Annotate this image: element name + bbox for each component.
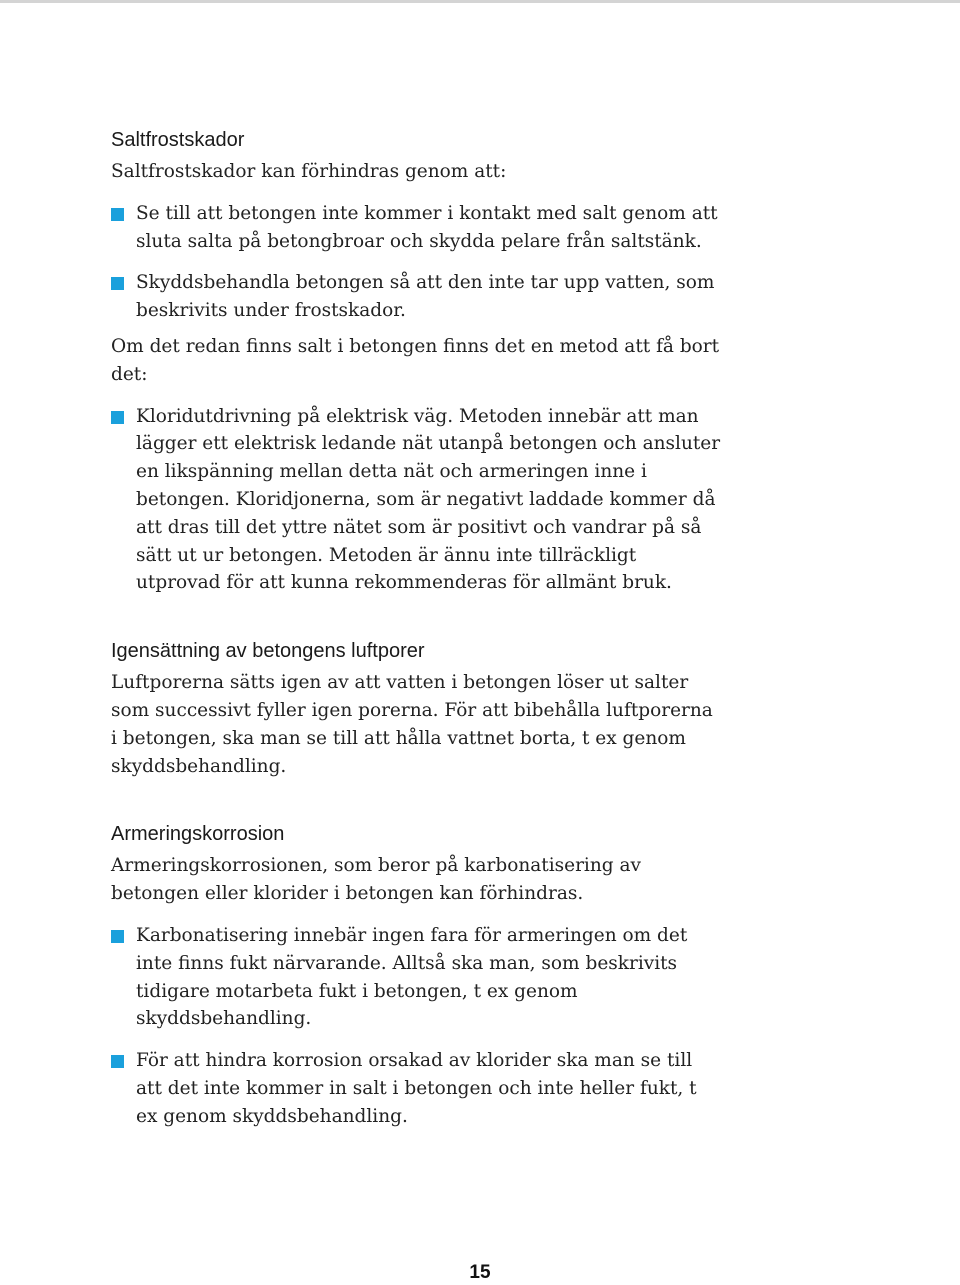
section-heading: Armeringskorrosion bbox=[111, 823, 285, 846]
list-item-text: Kloridutdrivning på elektrisk väg. Metoden innebär att man lägger ett elektrisk ledande nät utanpå betongen och ansluter en likspänning mellan detta nät och armeringen inne i betongen. Kloridjonerna, som är negativt laddade kommer då att dras till det yttre nätet som är positivt och vandrar på så sätt ut ur betongen. Metoden är ännu inte tillräckligt utprovad för att kunna rekommenderas för allmänt bruk. bbox=[136, 405, 721, 594]
list-item-text: För att hindra korrosion orsakad av klorider ska man se till att det inte kommer in salt i betongen och inte heller fukt, t ex genom skyddsbehandling. bbox=[136, 1050, 697, 1127]
section-intro: Armeringskorrosionen, som beror på karbonatisering av betongen eller klorider i betongen kan förhindras. bbox=[111, 855, 641, 905]
list-item bbox=[111, 1047, 721, 1130]
list-item-text: Karbonatisering innebär ingen fara för armeringen om det inte finns fukt närvarande. Alltså ska man, som beskrivits tidigare motarbeta fukt i betongen, t ex genom skyddsbehandling. bbox=[136, 924, 688, 1030]
square-bullet-icon bbox=[111, 411, 124, 424]
section-igensattning bbox=[111, 637, 721, 780]
bullet-list bbox=[111, 200, 721, 325]
bullet-list bbox=[111, 922, 721, 1131]
page-content bbox=[111, 126, 721, 1131]
top-rule bbox=[0, 0, 960, 3]
section-intro: Saltfrostskador kan förhindras genom att: bbox=[111, 161, 507, 182]
list-item-text: Skyddsbehandla betongen så att den inte tar upp vatten, som beskrivits under frostskador. bbox=[136, 272, 715, 322]
list-item bbox=[111, 200, 721, 256]
list-item-text: Se till att betongen inte kommer i kontakt med salt genom att sluta salta på betongbroar och skydda pelare från saltstänk. bbox=[136, 202, 718, 252]
square-bullet-icon bbox=[111, 930, 124, 943]
square-bullet-icon bbox=[111, 208, 124, 221]
square-bullet-icon bbox=[111, 1055, 124, 1068]
section-saltfrostskador bbox=[111, 126, 721, 597]
square-bullet-icon bbox=[111, 277, 124, 290]
page-number: 15 bbox=[469, 1262, 491, 1283]
section-heading: Igensättning av betongens luftporer bbox=[111, 640, 425, 663]
bullet-list bbox=[111, 403, 721, 598]
section-armeringskorrosion bbox=[111, 820, 721, 1130]
section-paragraph: Om det redan finns salt i betongen finns det en metod att få bort det: bbox=[111, 335, 720, 385]
section-intro: Luftporerna sätts igen av att vatten i betongen löser ut salter som successivt fyller igen porerna. För att bibehålla luftporerna i betongen, ska man se till att hålla vattnet borta, t ex genom skyddsbehandling. bbox=[111, 672, 713, 777]
list-item bbox=[111, 922, 721, 1033]
list-item bbox=[111, 269, 721, 325]
section-heading: Saltfrostskador bbox=[111, 129, 245, 151]
list-item bbox=[111, 403, 721, 598]
